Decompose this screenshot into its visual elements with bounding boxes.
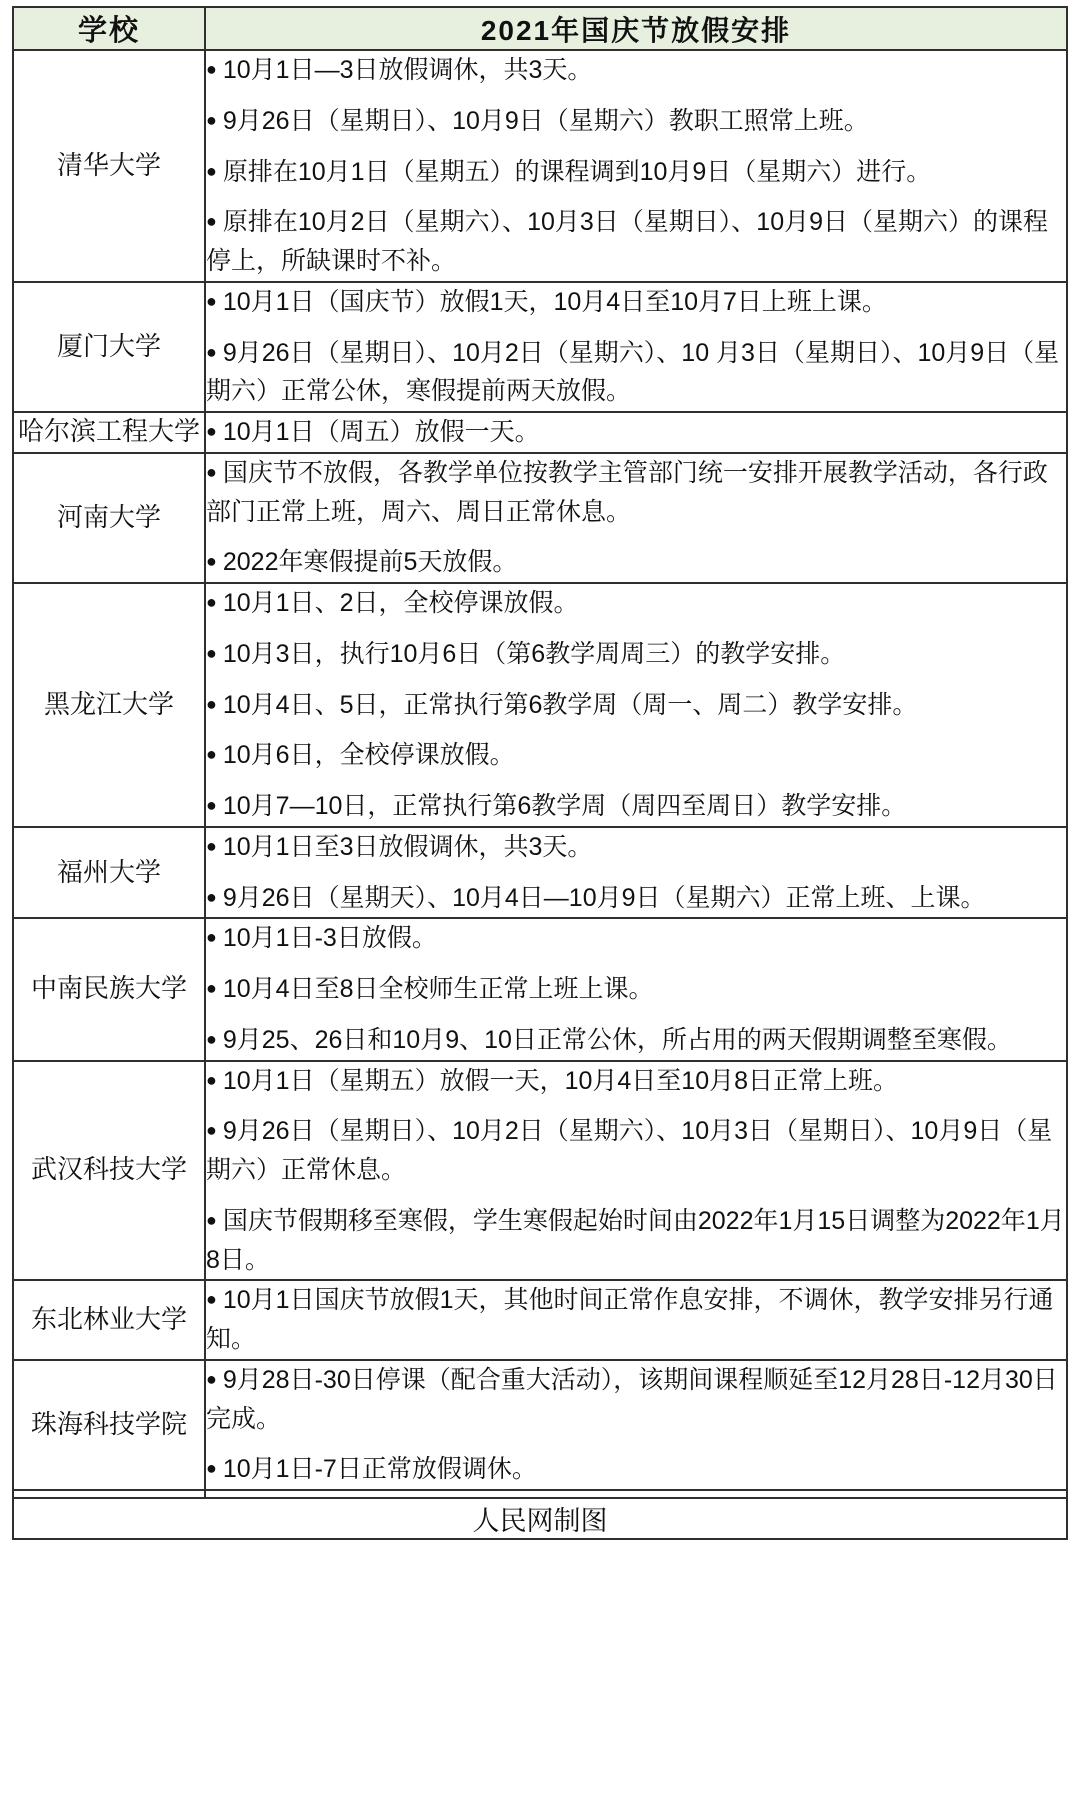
bullet-dot-icon: ●: [206, 341, 217, 362]
bullet-dot-icon: ●: [206, 160, 217, 181]
detail-bullet: [206, 879, 1066, 918]
detail-bullet: [206, 1021, 1066, 1060]
bullet-dot-icon: ●: [206, 1458, 217, 1479]
table-row: [13, 918, 1067, 1060]
detail-bullet: [206, 736, 1066, 775]
detail-bullet: [206, 1202, 1066, 1280]
table-row: [13, 827, 1067, 919]
bullet-dot-icon: ●: [206, 211, 217, 232]
detail-bullet: [206, 543, 1066, 582]
school-detail: [205, 583, 1067, 827]
credit-text: 人民网制图: [13, 1498, 1067, 1539]
detail-bullet: [206, 1281, 1066, 1359]
detail-bullet: [206, 686, 1066, 725]
detail-text: 10月1日、2日，全校停课放假。: [222, 589, 579, 617]
detail-bullet: [206, 1361, 1066, 1439]
bullet-dot-icon: ●: [206, 461, 217, 482]
detail-bullet: [206, 203, 1066, 281]
bullet-dot-icon: ●: [206, 642, 217, 663]
bullet-dot-icon: ●: [206, 1028, 217, 1049]
detail-bullet: [206, 584, 1066, 623]
school-detail: [205, 453, 1067, 583]
table-spacer-row: [13, 1490, 1067, 1498]
bullet-dot-icon: ●: [206, 1289, 217, 1310]
detail-text: 10月4日、5日，正常执行第6教学周（周一、周二）教学安排。: [222, 690, 918, 719]
detail-text: 10月6日，全校停课放假。: [222, 741, 515, 770]
bullet-dot-icon: ●: [206, 886, 217, 907]
bullet-dot-icon: ●: [206, 551, 217, 572]
bullet-dot-icon: ●: [206, 693, 217, 714]
detail-bullet: [206, 787, 1066, 826]
detail-bullet: [206, 1450, 1066, 1489]
bullet-dot-icon: ●: [206, 1209, 217, 1230]
spacer-cell-right: [205, 1490, 1067, 1498]
detail-bullet: [206, 51, 1066, 90]
school-name: 哈尔滨工程大学: [13, 412, 205, 453]
detail-text: 9月26日（星期日）、10月2日（星期六）、10月3日（星期日）、10月9日（星期六）正常休息。: [206, 1117, 1053, 1184]
detail-bullet: [206, 970, 1066, 1009]
header-cell-school: 学校: [13, 7, 205, 50]
detail-bullet: [206, 153, 1066, 192]
detail-text: 2022年寒假提前5天放假。: [222, 548, 518, 577]
detail-text: 9月26日（星期日）、10月2日（星期六）、10 月3日（星期日）、10月9日（星期六）正常公休，寒假提前两天放假。: [206, 338, 1060, 406]
bullet-dot-icon: ●: [206, 109, 217, 130]
school-detail: [205, 50, 1067, 282]
detail-bullet: [206, 828, 1066, 867]
bullet-dot-icon: ●: [206, 978, 217, 998]
table-body: [13, 7, 1067, 1539]
school-detail: [205, 1280, 1067, 1360]
detail-text: 10月1日至3日放假调休，共3天。: [222, 832, 593, 861]
school-detail: [205, 918, 1067, 1060]
school-detail: [205, 1360, 1067, 1490]
bullet-dot-icon: ●: [206, 835, 217, 856]
detail-text: 10月7—10日，正常执行第6教学周（周四至周日）教学安排。: [222, 792, 907, 820]
detail-text: 10月1日（国庆节）放假1天，10月4日至10月7日上班上课。: [222, 287, 887, 316]
bullet-dot-icon: ●: [206, 744, 217, 765]
detail-bullet: [206, 919, 1066, 958]
school-name: 黑龙江大学: [13, 583, 205, 827]
school-name: 东北林业大学: [13, 1280, 205, 1360]
detail-text: 9月26日（星期天）、10月4日—10月9日（星期六）正常上班、上课。: [222, 883, 986, 912]
detail-text: 10月1日-7日正常放假调休。: [222, 1455, 537, 1484]
detail-bullet: [206, 413, 1066, 452]
detail-text: 10月1日-3日放假。: [222, 924, 437, 953]
bullet-dot-icon: ●: [206, 290, 217, 311]
bullet-dot-icon: ●: [206, 592, 217, 612]
table-row: [13, 583, 1067, 827]
spacer-cell-left: [13, 1490, 205, 1498]
school-name: 中南民族大学: [13, 918, 205, 1060]
detail-text: 10月3日，执行10月6日（第6教学周周三）的教学安排。: [222, 639, 846, 668]
bullet-dot-icon: ●: [206, 795, 217, 815]
school-name: 福州大学: [13, 827, 205, 919]
table-row: [13, 1061, 1067, 1281]
detail-text: 9月26日（星期日）、10月9日（星期六）教职工照常上班。: [222, 106, 869, 135]
detail-bullet: [206, 454, 1066, 532]
detail-text: 10月1日（星期五）放假一天，10月4日至10月8日正常上班。: [222, 1066, 899, 1095]
table-row: [13, 453, 1067, 583]
detail-text: 10月4日至8日全校师生正常上班上课。: [222, 975, 654, 1003]
table-row: [13, 1280, 1067, 1360]
detail-bullet: [206, 1112, 1066, 1190]
bullet-dot-icon: ●: [206, 1368, 217, 1389]
detail-text: 10月1日—3日放假调休，共3天。: [222, 56, 593, 84]
header-cell-arrangement: 2021年国庆节放假安排: [205, 7, 1067, 50]
detail-text: 9月25、26日和10月9、10日正常公休，所占用的两天假期调整至寒假。: [222, 1025, 1012, 1054]
detail-text: 10月1日国庆节放假1天，其他时间正常作息安排，不调休，教学安排另行通知。: [206, 1286, 1054, 1353]
detail-text: 原排在10月2日（星期六）、10月3日（星期日）、10月9日（星期六）的课程停上，所缺课时不补。: [206, 208, 1049, 275]
bullet-dot-icon: ●: [206, 421, 217, 441]
school-detail: [205, 412, 1067, 453]
school-name: 珠海科技学院: [13, 1360, 205, 1490]
detail-bullet: [206, 102, 1066, 141]
table-footer-row: [13, 1498, 1067, 1539]
bullet-dot-icon: ●: [206, 59, 217, 79]
table-row: [13, 282, 1067, 412]
holiday-schedule-table: [12, 6, 1068, 1540]
table-header-row: [13, 7, 1067, 50]
school-name: 清华大学: [13, 50, 205, 282]
school-name: 河南大学: [13, 453, 205, 583]
school-detail: [205, 827, 1067, 919]
detail-text: 9月28日-30日停课（配合重大活动），该期间课程顺延至12月28日-12月30日完成。: [206, 1365, 1058, 1433]
detail-bullet: [206, 1062, 1066, 1101]
detail-bullet: [206, 283, 1066, 322]
table-row: [13, 50, 1067, 282]
detail-bullet: [206, 635, 1066, 674]
table-row: [13, 1360, 1067, 1490]
detail-text: 10月1日（周五）放假一天。: [222, 418, 540, 446]
school-name: 厦门大学: [13, 282, 205, 412]
bullet-dot-icon: ●: [206, 927, 217, 948]
school-detail: [205, 1061, 1067, 1281]
school-detail: [205, 282, 1067, 412]
detail-bullet: [206, 334, 1066, 412]
detail-text: 原排在10月1日（星期五）的课程调到10月9日（星期六）进行。: [222, 157, 932, 186]
detail-text: 国庆节假期移至寒假，学生寒假起始时间由2022年1月15日调整为2022年1月8日。: [206, 1206, 1065, 1274]
school-name: 武汉科技大学: [13, 1061, 205, 1281]
bullet-dot-icon: ●: [206, 1069, 217, 1090]
bullet-dot-icon: ●: [206, 1120, 217, 1141]
detail-text: 国庆节不放假，各教学单位按教学主管部门统一安排开展教学活动，各行政部门正常上班，周六、周日正常休息。: [206, 458, 1048, 526]
table-row: [13, 412, 1067, 453]
